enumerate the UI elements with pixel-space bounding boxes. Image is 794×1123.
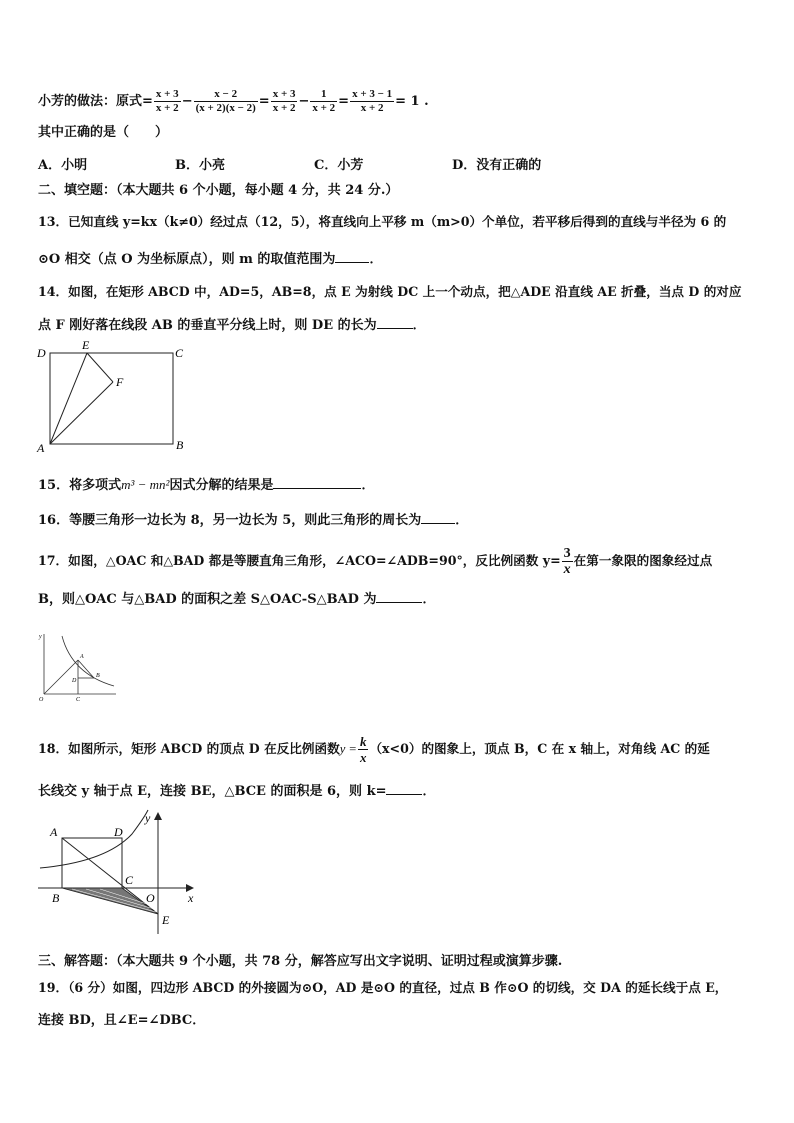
q17-line-2-text: B，则△OAC 与△BAD 的面积之差 S△OAC-S△BAD 为 [38,592,377,607]
label-C: C [175,346,184,360]
q15-suffix: 因式分解的结果是 [169,478,274,493]
label-E: E [162,913,170,927]
q17-line-1a: 17．如图，△OAC 和△BAD 都是等腰直角三角形，∠ACO=∠ADB=90°，反比例函数 y= [38,553,561,568]
label-D: D [114,825,123,839]
minus-sign: − [298,94,310,109]
fraction-5-den: x + 2 [360,102,384,114]
q18-end: ． [422,784,436,799]
q19-line-2: 连接 BD，且∠E=∠DBC． [38,1013,206,1028]
q17-fraction-den: x [563,562,571,577]
fraction-2-num: x − 2 [194,88,258,102]
fraction-2-den: (x + 2)(x − 2) [195,102,256,114]
q12-option-c: C．小芳 [314,158,364,173]
label-D: D [72,678,77,684]
q12-option-b: B．小亮 [175,158,225,173]
answer-blank [273,476,361,489]
q13-line-2 [38,250,382,268]
label-E: E [82,338,90,352]
q15-line [38,476,374,494]
q13-end: ． [369,252,383,267]
minus-sign: − [181,94,193,109]
q17-fraction-num: 3 [563,546,571,561]
fraction-3-num: x + 3 [272,88,296,100]
q18-fraction [358,734,369,765]
q17-line-1b: 在第一象限的图象经过点 [573,553,713,568]
label-B: B [176,438,184,452]
answer-blank [335,250,369,263]
answer-blank [386,782,422,795]
q16-text: 16．等腰三角形一边长为 8，另一边长为 5，则此三角形的周长为 [38,513,422,528]
section-3-heading: 三、解答题：（本大题共 9 个小题，共 78 分，解答应写出文字说明、证明过程或演算步骤. [38,954,563,969]
label-O: O [39,697,44,703]
answer-blank [377,316,413,329]
label-C: C [76,697,81,703]
q12-option-a: A．小明 [38,158,88,173]
label-C: C [125,873,134,887]
label-F: F [116,375,124,389]
answer-blank [376,590,422,603]
q16-line [38,511,468,529]
q14-line-2-text: 点 F 刚好落在线段 AB 的垂直平分线上时，则 DE 的长为 [38,318,377,333]
label-O: O [146,891,155,905]
q14-end: ． [412,318,426,333]
q14-line-1: 14．如图，在矩形 ABCD 中，AD=5，AB=8，点 E 为射线 DC 上一个动点，把△ADE 沿直线 AE 折叠，当点 D 的对应 [38,284,742,299]
label-A: A [50,825,58,839]
q16-end: ． [455,513,469,528]
label-A: A [80,654,84,660]
q12-question: 其中正确的是（ ） [38,125,169,140]
label-D: D [37,346,46,360]
fraction-4-den: x + 2 [312,102,336,114]
q18-fraction-den: x [359,750,367,765]
label-B: B [52,891,60,905]
q19-line-1: 19．（6 分）如图，四边形 ABCD 的外接圆为⊙O，AD 是⊙O 的直径，过点 B 作⊙O 的切线，交 DA 的延长线于点 E， [38,980,728,995]
fraction-5 [350,88,394,115]
fraction-1-den: x + 2 [155,102,179,114]
fraction-3 [271,88,298,115]
fraction-1 [154,88,181,115]
q15-expression: m³ − mn² [121,477,170,492]
q13-line-1: 13．已知直线 y=kx（k≠0）经过点（12，5），将直线向上平移 m（m>0）个单位，若平移后得到的直线与半径为 6 的 [38,214,727,229]
result-text: = 1 . [395,94,429,109]
fraction-1-num: x + 3 [155,88,179,100]
q15-end: ． [361,478,375,493]
q18-y-equals: y = [339,742,357,756]
q12-option-d: D．没有正确的 [452,158,542,173]
q18-rectangle-hyperbola-figure [36,806,198,936]
q13-line-2-text: ⊙O 相交（点 O 为坐标原点），则 m 的取值范围为 [38,252,336,267]
q17-line-1 [38,546,712,577]
label-B: B [96,673,100,679]
equals-sign: = [338,94,350,109]
fraction-3-den: x + 2 [272,102,296,114]
label-y: y [39,634,42,640]
fraction-5-num: x + 3 − 1 [352,88,393,100]
xiaofang-method-line [38,88,429,115]
q18-line-1a: 18．如图所示，矩形 ABCD 的顶点 D 在反比例函数 [38,741,340,756]
q17-hyperbola-figure [36,630,118,704]
q18-line-2 [38,782,435,800]
xiaofang-prefix: 小芳的做法：原式= [38,94,153,109]
answer-blank [421,511,455,524]
fraction-4 [310,88,337,115]
q17-line-2 [38,590,435,608]
q18-fraction-num: k [359,734,367,749]
label-y: y [145,811,151,825]
q17-end: ． [422,592,436,607]
q17-fraction [562,546,573,577]
q18-line-1 [38,734,710,765]
q18-line-1b: （x<0）的图象上，顶点 B，C 在 x 轴上，对角线 AC 的延 [369,741,710,756]
equals-sign: = [258,94,270,109]
label-x: x [188,891,194,905]
label-A: A [37,441,45,455]
q18-line-2-text: 长线交 y 轴于点 E，连接 BE，△BCE 的面积是 6，则 k= [38,784,387,799]
q15-prefix: 15．将多项式 [38,478,122,493]
section-2-heading: 二、填空题：（本大题共 6 个小题，每小题 4 分，共 24 分.） [38,183,399,198]
fraction-2 [194,88,258,115]
fraction-4-num: 1 [310,88,337,102]
q14-line-2 [38,316,426,334]
q14-rectangle-figure [35,338,195,456]
